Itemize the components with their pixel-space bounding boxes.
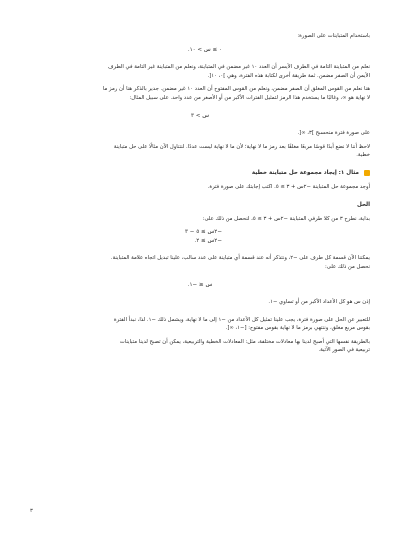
solution-title: الحل: [356, 201, 370, 208]
paragraph-1-line-2: الأيمن أن الصفر مضمن. ثمة طريقة أخرى لكتابة هذه الفترة، وهي ]٠، ١٠[.: [207, 72, 370, 79]
equation-step-a: −٢س ≥ ٥ − ٣: [184, 229, 222, 236]
example-question: أوجد مجموعة حل المتباينة −٢س + ٣ ≥ ٥. اكتب إجابتك على صورة فترة.: [207, 183, 370, 190]
equation-x-greater-3: س > ٣: [190, 112, 210, 119]
example-title: مثال ١: إيجاد مجموعة حل متباينة خطية: [251, 169, 359, 176]
example-marker-icon: [364, 170, 370, 176]
solution-step-1: بداية، نطرح ٣ من كلا طرفي المتباينة −٢س + ٣ ≥ ٥، لنحصل من ذلك على:: [202, 215, 370, 222]
paragraph-4-line-2: خطية.: [356, 152, 370, 159]
solution-step-4-line-1: للتعبير عن الحل على صورة فترة، يجب علينا تمثيل كل الأعداد من −١ إلى ما لا نهاية، ويشمل ذلك −١. لذا، نبدأ الفترة: [113, 316, 370, 323]
example-heading: [30, 169, 370, 178]
equation-interval-1: ٠ ≥ س > ١٠.: [187, 46, 222, 53]
solution-step-3: إذن س هو كل الأعداد الأكبر من أو تساوي −١.: [268, 299, 370, 306]
solution-step-5-line-1: بالطريقة نفسها التي أصبح لدينا بها معادلات مختلفة، مثل: المعادلات الخطية والتربيعية، يمكن أن تصبح لدينا متباينات: [119, 338, 370, 345]
equation-step-b: −٢س ≥ ٢.: [194, 237, 222, 244]
equation-result: س ≤ −١.: [187, 281, 213, 288]
solution-step-2-line-1: يمكننا الآن قسمة كل طرف على −٢، ونتذكر أنه عند قسمة أي متباينة على عدد سالب، علينا تبديل اتجاه علامة المتباينة.: [110, 255, 370, 262]
solution-step-2-line-2: نحصل من ذلك على:: [325, 263, 370, 270]
paragraph-3: على صورة فترة منحسبح ]٣، ∞[.: [297, 130, 370, 137]
paragraph-1-line-1: نعلم من المتباينة التامة في الطرف الأيسر أن العدد ١٠ غير مضمن في المتباينة، ونعلم من المتباينة غير التامة في الطرف: [108, 64, 370, 71]
page-number: ٣: [30, 508, 33, 514]
paragraph-4-line-1: لاحظ أننا لا نضع أبدًا قوسًا مربعًا مغلقًا بعد رمز ما لا نهاية؛ لأن ما لا نهاية ليست عددًا. لنتناول الآن مثالًا على حل متباينة: [113, 143, 370, 150]
solution-step-4-line-2: بقوس مربع مغلق، وننتهي برمز ما لا نهاية بقوس مفتوح: [−١، ∞[.: [225, 325, 370, 332]
intro-line: باستخدام المتباينات على الصورة:: [297, 33, 370, 39]
paragraph-2-line-1: هنا نعلم من القوس المغلق أن الصفر مضمن، ونعلم من القوس المفتوح أن العدد ١٠ غير مضمن. جدير بالذكر هنا أن رمز ما: [102, 86, 370, 93]
paragraph-2-line-2: لا نهاية هو ∞، وغالبًا ما يستخدم هذا الرمز لتمثيل الفترات الأكبر من أو الأصغر من عدد واحد. على سبيل المثال:: [129, 94, 370, 101]
solution-step-5-line-2: تربيعية في الصور الآتية.: [318, 347, 370, 354]
